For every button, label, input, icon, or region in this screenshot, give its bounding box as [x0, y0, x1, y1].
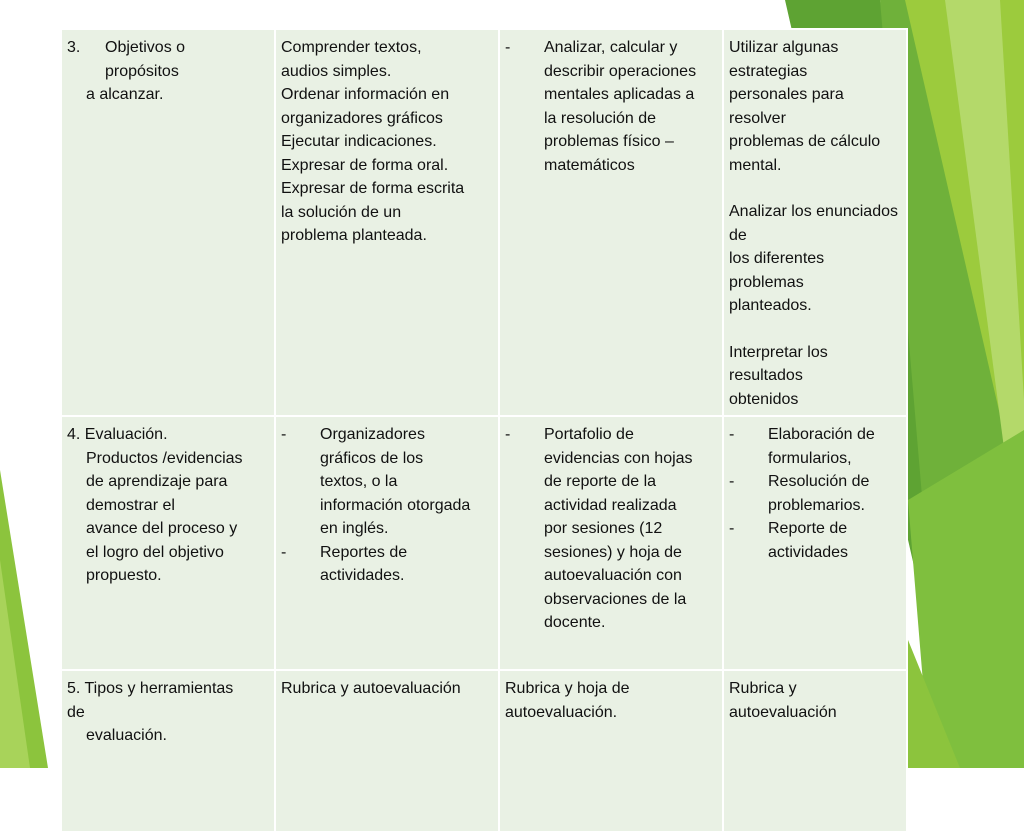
- evaluation-label-cell: 4. Evaluación. Productos /evidencias de aprendizaje para demostrar el avance del proceso y el logro del objetivo propuesto.: [61, 416, 275, 670]
- evaluation-cell-col2: [275, 416, 499, 670]
- evaluation-types-cell-col4: Rubrica y autoevaluación: [723, 670, 907, 832]
- table-row: [61, 670, 907, 832]
- evaluation-types-label-cell: 5. Tipos y herramientas de evaluación.: [61, 670, 275, 832]
- list-item: - Organizadores gráficos de los textos, o la información otorgada en inglés.: [281, 426, 471, 537]
- list-item: - Portafolio de evidencias con hojas de reporte de la actividad realizada por sesiones (12 sesiones) y hoja de autoevaluación con observaciones de la docente.: [505, 426, 693, 631]
- list-item: - Resolución de problemarios.: [729, 473, 870, 514]
- objectives-label-cell: 3. Objetivos o propósitos a alcanzar.: [61, 29, 275, 416]
- list-item: - Reportes de actividades.: [281, 543, 408, 584]
- table-row: [61, 416, 907, 670]
- list-item: - Elaboración de formularios,: [729, 426, 875, 467]
- content-table: [60, 28, 908, 833]
- evaluation-types-cell-col2: Rubrica y autoevaluación: [275, 670, 499, 832]
- table-row: [61, 29, 907, 416]
- evaluation-types-cell-col3: Rubrica y hoja de autoevaluación.: [499, 670, 723, 832]
- objectives-cell-col4: Utilizar algunas estrategias personales para resolver problemas de cálculo mental. Analizar los enunciados de los diferentes problemas planteados. Interpretar los resultados obtenidos: [723, 29, 907, 416]
- objectives-cell-col2: Comprender textos, audios simples. Ordenar información en organizadores gráficos Ejecutar indicaciones. Expresar de forma oral. Expresar de forma escrita la solución de un problema planteada.: [275, 29, 499, 416]
- objectives-cell-col3: [499, 29, 723, 416]
- evaluation-cell-col3: [499, 416, 723, 670]
- evaluation-cell-col4: [723, 416, 907, 670]
- list-item: - Analizar, calcular y describir operaciones mentales aplicadas a la resolución de problemas físico – matemáticos: [505, 39, 697, 174]
- list-item: - Reporte de actividades: [729, 520, 849, 561]
